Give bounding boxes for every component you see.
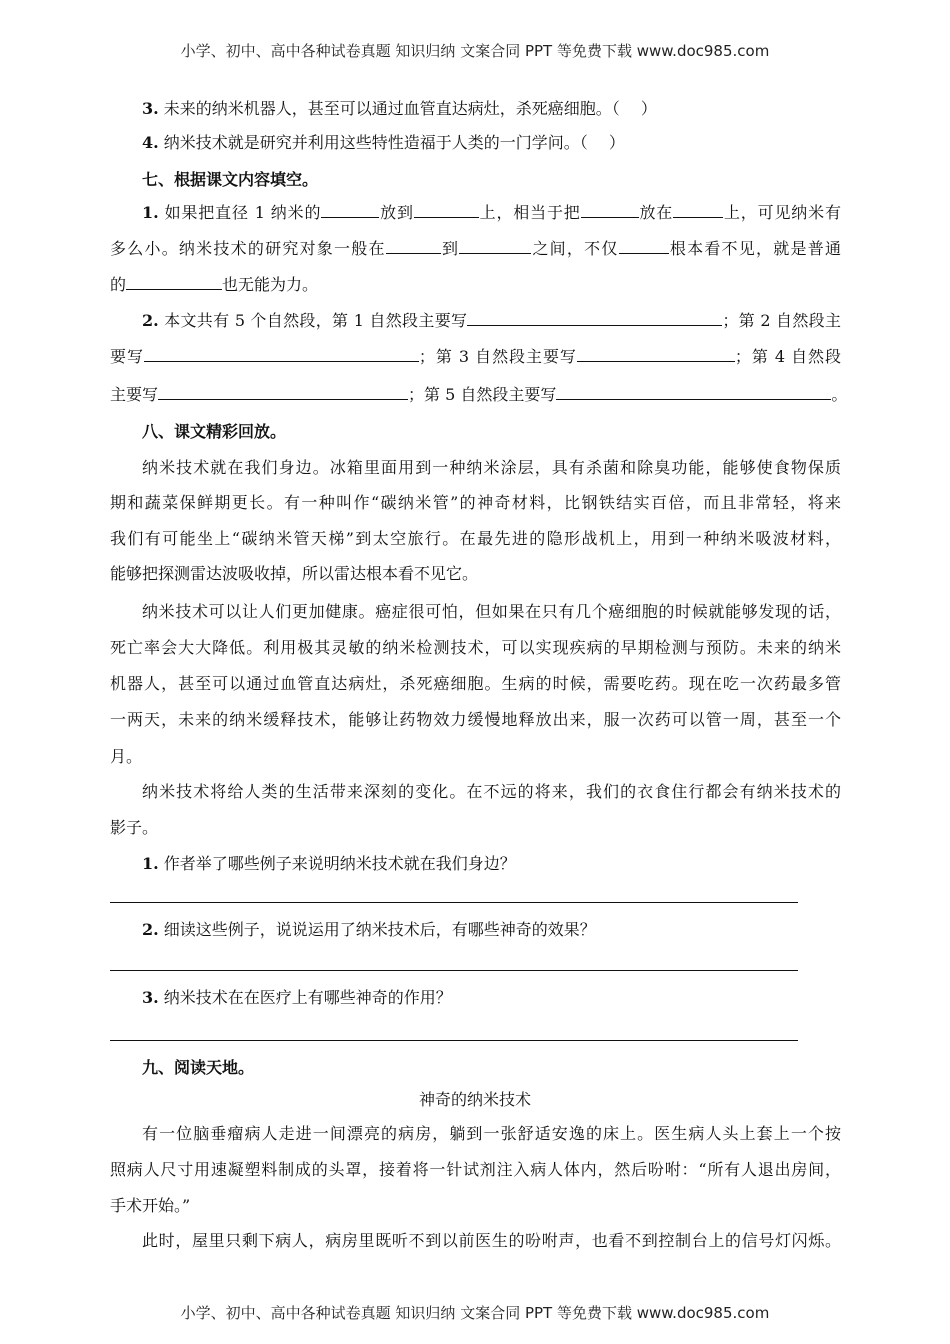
blank[interactable] (619, 237, 669, 254)
text: 到 (440, 239, 460, 258)
blank[interactable] (126, 273, 222, 290)
text: 根本看不见，就是普通 (668, 239, 841, 258)
blank[interactable] (581, 201, 639, 218)
text: 本文共有 5 个自然段，第 1 自然段主要写 (164, 311, 468, 330)
paragraph-line: 照病人尺寸用速凝塑料制成的头罩，接着将一针试剂注入病人体内，然后吩咐：“所有人退出房间， (110, 1160, 841, 1179)
paragraph-line: 能够把探测雷达波吸收掉，所以雷达根本看不见它。 (110, 564, 479, 583)
item-number: 3. (142, 99, 159, 118)
paragraph-line: 纳米技术就在我们身边。冰箱里面用到一种纳米涂层，具有杀菌和除臭功能，能够使食物保质 (142, 458, 841, 477)
blank[interactable] (577, 345, 735, 362)
section-9-title (142, 1056, 841, 1080)
blank[interactable] (321, 201, 379, 218)
blank[interactable] (158, 383, 408, 400)
item-number: 1. (142, 854, 159, 873)
text: 主要写 (110, 385, 159, 404)
page-header: 小学、初中、高中各种试卷真题 知识归纳 文案合同 PPT 等免费下载 www.doc985.com (180, 42, 770, 60)
item-text: 纳米技术在在医疗上有哪些神奇的作用？ (163, 988, 452, 1007)
item-number: 4. (142, 133, 159, 152)
item-text: 未来的纳米机器人，甚至可以通过血管直达病灶，杀死癌细胞。（ ） (163, 99, 657, 118)
fill-question-2-line2 (110, 345, 841, 369)
section-7-title (142, 168, 841, 192)
paragraph-line: 纳米技术将给人类的生活带来深刻的变化。在不远的将来，我们的衣食住行都会有纳米技术的 (142, 782, 841, 801)
item-number: 3. (142, 988, 159, 1007)
text: 上，相当于把 (478, 203, 581, 222)
paragraph-line: 我们有可能坐上“碳纳米管天梯”到太空旅行。在最先进的隐形战机上，用到一种纳米吸波材料， (110, 529, 841, 548)
paragraph-line: 死亡率会大大降低。利用极其灵敏的纳米检测技术，可以实现疾病的早期检测与预防。未来的纳米 (110, 638, 841, 657)
blank[interactable] (673, 201, 723, 218)
fill-question-1-line3 (110, 273, 841, 297)
answer-line[interactable] (110, 1040, 798, 1041)
item-number: 1. (142, 203, 159, 222)
page-footer: 小学、初中、高中各种试卷真题 知识归纳 文案合同 PPT 等免费下载 www.doc985.com (180, 1304, 770, 1322)
paragraph-line: 影子。 (110, 818, 159, 837)
text: 的 (110, 275, 127, 294)
item-number: 2. (142, 920, 159, 939)
question (142, 852, 841, 876)
question (142, 986, 841, 1010)
answer-line[interactable] (110, 970, 798, 971)
item-number: 2. (142, 311, 159, 330)
fill-question-1 (142, 201, 841, 225)
blank[interactable] (414, 201, 479, 218)
text: 之间，不仅 (531, 239, 619, 258)
text: ；第 4 自然段 (734, 347, 841, 366)
text: 也无能为力。 (222, 275, 319, 294)
paragraph-line: 月。 (110, 747, 143, 766)
judge-item (142, 131, 841, 155)
text: 如果把直径 1 纳米的 (164, 203, 322, 222)
section-title: 七、根据课文内容填空。 (142, 170, 319, 189)
paragraph-line: 期和蔬菜保鲜期更长。有一种叫作“碳纳米管”的神奇材料，比钢铁结实百倍，而且非常轻，将来 (110, 493, 841, 512)
item-text: 纳米技术就是研究并利用这些特性造福于人类的一门学问。（ ） (163, 133, 625, 152)
judge-item (142, 97, 841, 121)
item-text: 作者举了哪些例子来说明纳米技术就在我们身边？ (163, 854, 516, 873)
text: ；第 2 自然段主 (722, 311, 841, 330)
fill-question-2-line3 (110, 383, 848, 407)
blank[interactable] (386, 237, 441, 254)
article-title: 神奇的纳米技术 (418, 1090, 531, 1109)
text: ；第 5 自然段主要写 (408, 385, 557, 404)
text: 放在 (638, 203, 674, 222)
fill-question-1-line2 (110, 237, 841, 261)
blank[interactable] (467, 309, 722, 326)
blank[interactable] (556, 383, 831, 400)
answer-line[interactable] (110, 902, 798, 903)
paragraph-line: 有一位脑垂瘤病人走进一间漂亮的病房，躺到一张舒适安逸的床上。医生病人头上套上一个按 (142, 1124, 841, 1143)
text: 上，可见纳米有 (723, 203, 841, 222)
text: 多么小。纳米技术的研究对象一般在 (110, 239, 386, 258)
section-title: 九、阅读天地。 (142, 1058, 255, 1077)
blank[interactable] (144, 345, 419, 362)
section-8-title (142, 420, 841, 444)
paragraph-line: 手术开始。” (110, 1196, 191, 1215)
paragraph-line: 此时，屋里只剩下病人，病房里既听不到以前医生的吩咐声，也看不到控制台上的信号灯闪烁。 (142, 1231, 841, 1250)
paragraph-line: 机器人，甚至可以通过血管直达病灶，杀死癌细胞。生病的时候，需要吃药。现在吃一次药最多管 (110, 674, 841, 693)
text: ；第 3 自然段主要写 (418, 347, 577, 366)
blank[interactable] (459, 237, 531, 254)
text: 。 (831, 385, 848, 404)
text: 要写 (110, 347, 144, 366)
question (142, 918, 841, 942)
paragraph-line: 一两天，未来的纳米缓释技术，能够让药物效力缓慢地释放出来，服一次药可以管一周，甚至一个 (110, 710, 841, 729)
fill-question-2 (142, 309, 841, 333)
text: 放到 (379, 203, 414, 222)
item-text: 细读这些例子，说说运用了纳米技术后，有哪些神奇的效果？ (163, 920, 596, 939)
section-title: 八、课文精彩回放。 (142, 422, 287, 441)
paragraph-line: 纳米技术可以让人们更加健康。癌症很可怕，但如果在只有几个癌细胞的时候就能够发现的话， (142, 602, 841, 621)
